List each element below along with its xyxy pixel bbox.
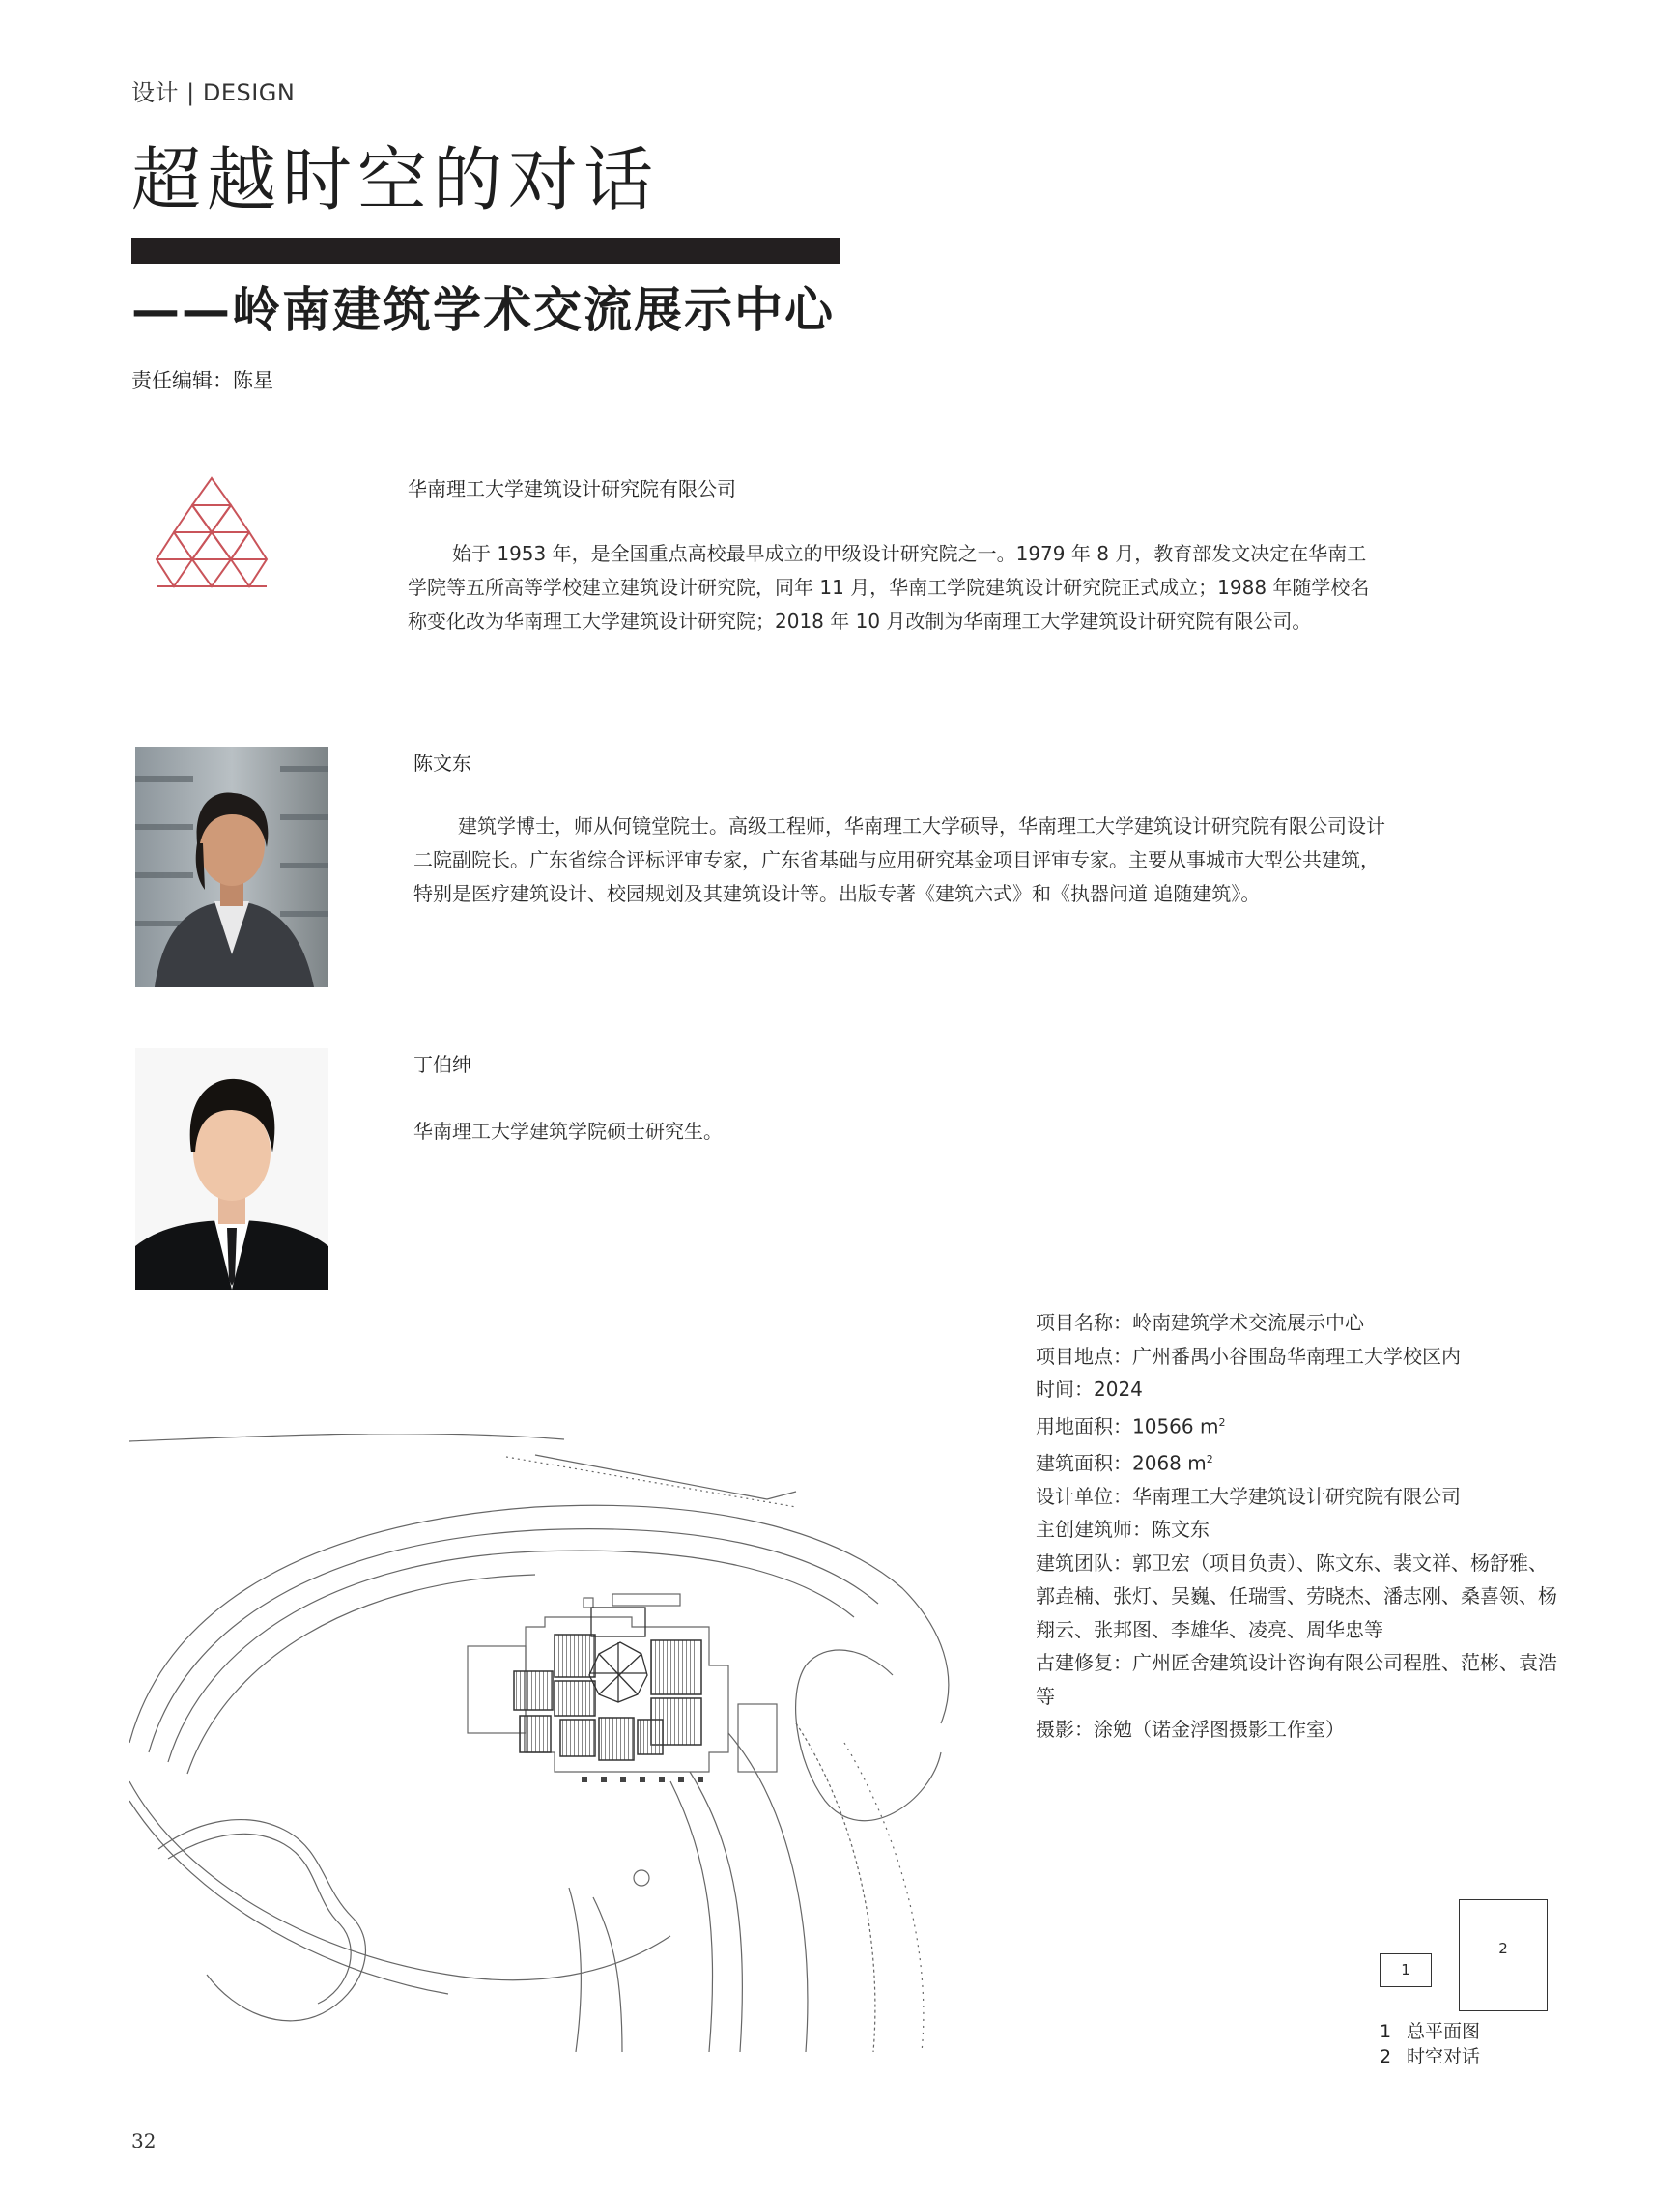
organization-description: 始于 1953 年，是全国重点高校最早成立的甲级设计研究院之一。1979 年 8 月，教育部发文决定在华南工学院等五所高等学校建立建筑设计研究院，同年 11 月，华南工学院建筑设计研究院正式成立；1988 年随学校名称变化改为华南理工大学建筑设计研究院；2018 年 10 月改制为华南理工大学建筑设计研究院有限公司。 xyxy=(408,542,1370,633)
title-bar xyxy=(131,238,840,264)
page-number: 32 xyxy=(131,2129,157,2152)
section-tag: 设计 | DESIGN xyxy=(131,79,296,106)
caption-1: 1 总平面图 xyxy=(1380,2021,1481,2042)
site-plan-drawing xyxy=(129,1434,1005,2052)
caption-2: 2 时空对话 xyxy=(1380,2046,1481,2067)
info-location: 项目地点：广州番禺小谷围岛华南理工大学校区内 xyxy=(1036,1344,1461,1368)
author-photo-chen xyxy=(135,747,328,987)
author-photo-ding xyxy=(135,1048,328,1290)
info-photography: 摄影：涂勉（诺金浮图摄影工作室） xyxy=(1036,1718,1345,1742)
article-title: 超越时空的对话 xyxy=(131,139,660,220)
article-subtitle: ——岭南建筑学术交流展示中心 xyxy=(131,282,835,338)
info-chief-architect: 主创建筑师：陈文东 xyxy=(1036,1518,1210,1542)
author-bio: 建筑学博士，师从何镜堂院士。高级工程师，华南理工大学硕导，华南理工大学建筑设计研究院有限公司设计二院副院长。广东省综合评标评审专家，广东省基础与应用研究基金项目评审专家。主要从事城市大型公共建筑，特别是医疗建筑设计、校园规划及其建筑设计等。出版专著《建筑六式》和《执器问道 追随建筑》。 xyxy=(413,814,1385,905)
figure-key-box-1: 1 xyxy=(1380,1953,1432,1987)
info-time: 时间：2024 xyxy=(1036,1378,1143,1401)
info-project-name: 项目名称：岭南建筑学术交流展示中心 xyxy=(1036,1311,1364,1334)
info-land-area: 用地面积：10566 $m^2$ xyxy=(1036,1414,1226,1438)
institute-logo-icon xyxy=(155,476,269,589)
figure-captions xyxy=(1380,2019,1480,2069)
author-name: 丁伯绅 xyxy=(413,1053,471,1076)
organization-name: 华南理工大学建筑设计研究院有限公司 xyxy=(408,477,736,500)
project-info xyxy=(1036,1306,1557,1747)
info-design-unit: 设计单位：华南理工大学建筑设计研究院有限公司 xyxy=(1036,1484,1461,1508)
author-bio: 华南理工大学建筑学院硕士研究生。 xyxy=(413,1120,723,1143)
editor-credit: 责任编辑：陈星 xyxy=(131,369,273,392)
info-team: 建筑团队：郭卫宏（项目负责）、陈文东、裴文祥、杨舒雅、郭垚楠、张灯、吴巍、任瑞雪、劳晓杰、潘志刚、桑喜领、杨翔云、张邦图、李雄华、凌亮、周华忠等 xyxy=(1036,1551,1557,1641)
author-name: 陈文东 xyxy=(413,752,471,775)
info-restoration: 古建修复：广州匠舍建筑设计咨询有限公司程胜、范彬、袁浩等 xyxy=(1036,1651,1557,1708)
info-building-area: 建筑面积：2068 $m^2$ xyxy=(1036,1451,1213,1475)
figure-key-box-2: 2 xyxy=(1459,1899,1548,2011)
